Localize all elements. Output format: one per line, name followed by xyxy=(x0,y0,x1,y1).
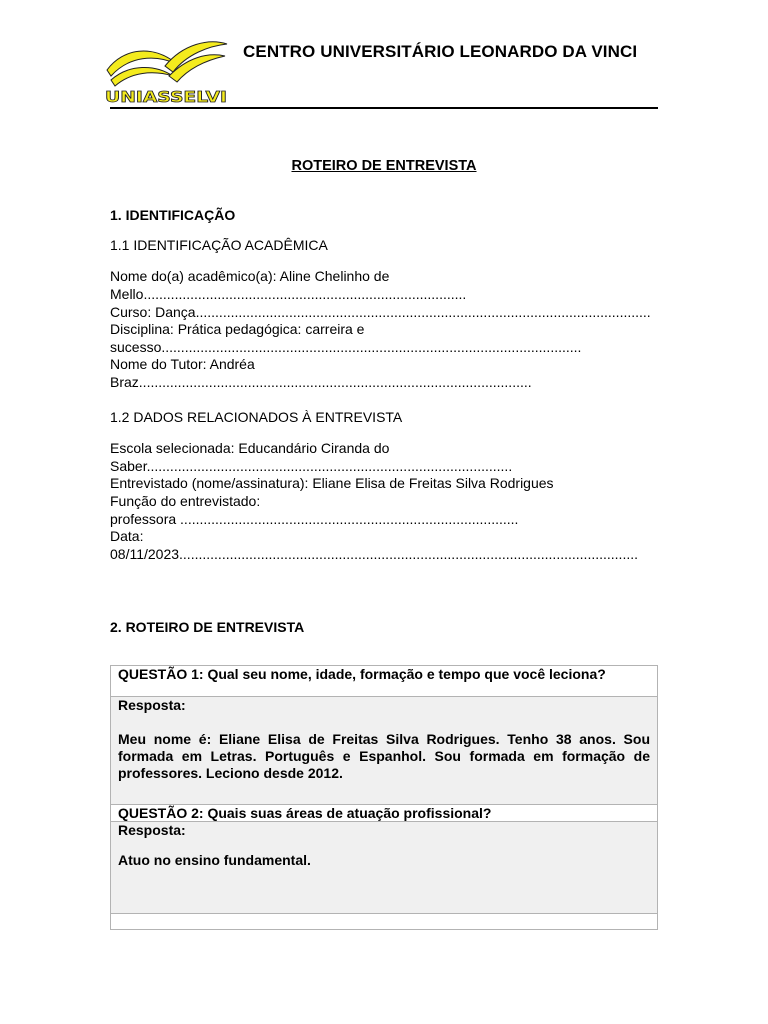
empty-cell xyxy=(111,914,658,930)
question-row xyxy=(111,666,658,697)
header-divider xyxy=(110,107,658,109)
answer-row xyxy=(111,697,658,805)
date-value-line: 08/11/2023...................................................................................................................... xyxy=(110,546,639,562)
institution-name: CENTRO UNIVERSITÁRIO LEONARDO DA VINCI xyxy=(243,42,638,61)
school-line-cont: Saber.............................................................................................. xyxy=(110,458,513,474)
question-2-cell xyxy=(111,805,658,822)
course-line: Curso: Dança..................................................................................................................... xyxy=(110,304,651,320)
logo-left-wing-lower xyxy=(111,67,173,86)
date-label-line: Data: xyxy=(110,528,144,544)
document-title: ROTEIRO DE ENTREVISTA xyxy=(291,158,477,174)
discipline-line-cont: sucesso............................................................................................................ xyxy=(110,339,582,355)
section-2-heading: 2. ROTEIRO DE ENTREVISTA xyxy=(110,619,305,635)
uniasselvi-logo xyxy=(103,36,229,106)
academic-name-line-cont: Mello................................................................................... xyxy=(110,286,467,302)
question-1-text: QUESTÃO 1: Qual seu nome, idade, formação e tempo que você leciona? xyxy=(118,666,606,682)
tutor-line-cont: Braz..................................................................................................... xyxy=(110,374,532,390)
interviewee-line: Entrevistado (nome/assinatura): Eliane Elisa de Freitas Silva Rodrigues xyxy=(110,475,554,491)
answer-2-text: Atuo no ensino fundamental. xyxy=(118,852,311,868)
tutor-line: Nome do Tutor: Andréa xyxy=(110,356,255,372)
role-line-cont: professora ....................................................................................... xyxy=(110,511,519,527)
answer-row xyxy=(111,822,658,914)
section-1-2-heading: 1.2 DADOS RELACIONADOS À ENTREVISTA xyxy=(110,409,403,425)
interview-table xyxy=(110,665,658,930)
question-2-text: QUESTÃO 2: Quais suas áreas de atuação profissional? xyxy=(118,805,492,821)
empty-row xyxy=(111,914,658,930)
school-line: Escola selecionada: Educandário Ciranda do xyxy=(110,440,390,456)
question-1-cell xyxy=(111,666,658,697)
answer-2-cell xyxy=(111,822,658,914)
section-1-heading: 1. IDENTIFICAÇÃO xyxy=(110,207,236,223)
answer-1-label: Resposta: xyxy=(118,697,186,713)
academic-name-line: Nome do(a) acadêmico(a): Aline Chelinho de xyxy=(110,268,390,284)
question-row xyxy=(111,805,658,822)
answer-2-label: Resposta: xyxy=(118,822,186,838)
logo-text: UNIASSELVI xyxy=(105,88,227,106)
answer-1-text: Meu nome é: Eliane Elisa de Freitas Silva Rodrigues. Tenho 38 anos. Sou formada em Letras. Português e Espanhol. Sou formada em formação de professores. Leciono desde 2012. xyxy=(118,731,650,781)
section-1-1-heading: 1.1 IDENTIFICAÇÃO ACADÊMICA xyxy=(110,237,328,253)
role-line: Função do entrevistado: xyxy=(110,493,261,509)
answer-1-cell xyxy=(111,697,658,805)
discipline-line: Disciplina: Prática pedagógica: carreira e xyxy=(110,321,365,337)
